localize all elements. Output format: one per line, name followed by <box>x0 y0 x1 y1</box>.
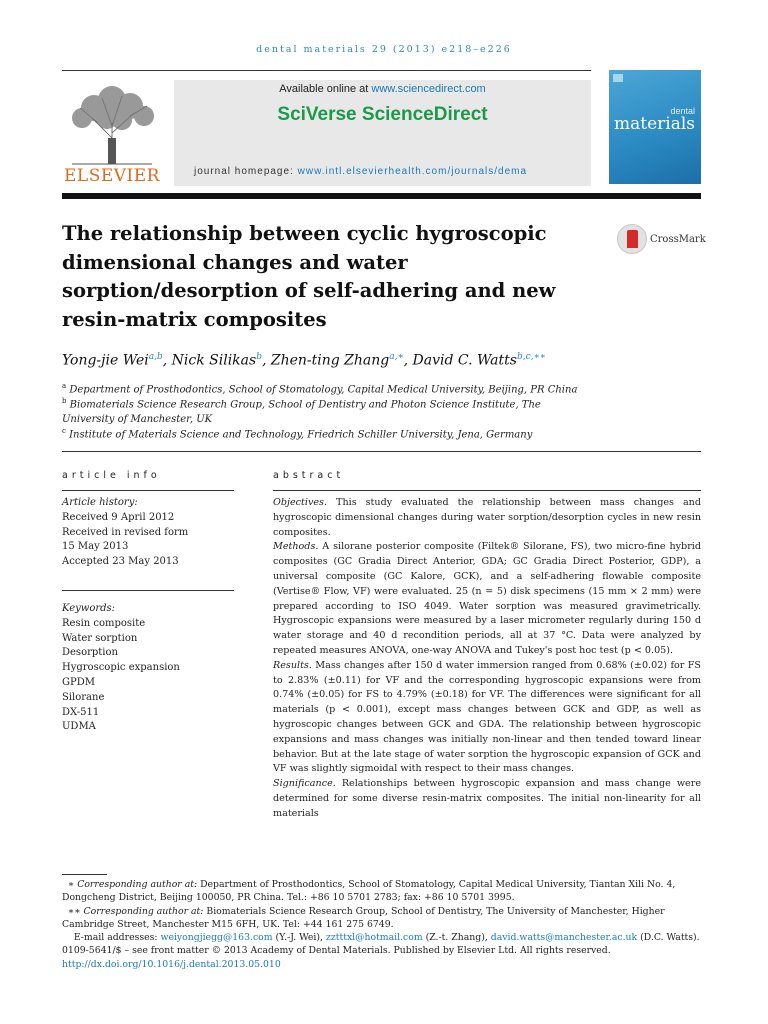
available-label: Available online at <box>279 83 372 95</box>
footnote-mark: ∗∗ <box>67 905 81 917</box>
header-rule <box>62 193 701 199</box>
email-owner: (Z.-t. Zhang), <box>422 932 491 944</box>
footnote-text: Biomaterials Science Research Group, School of Dentistry, The University of Manchester, Higher Cambridge Street, Manchester M15 6FH, UK. Tel: +44 161 275 6749. <box>62 905 665 930</box>
methods-text: A silorane posterior composite (Filtek® Silorane, FS), two micro-fine hybrid composites (GC Gradia Direct Anterior, GDA; GC Gradia Direct Posterior, GDP), a universal composite (GC Kalore, GCK), and a self-adhering flowable composite (Vertise® Flow, VF) were evaluated. 25 (n = 5) disk specimens (15 mm × 2 mm) were prepared according to ISO 4049. Water sorption was measured gravimetrically. Hygroscopic expansions were measured by a laser micrometer regularly during 150 d water storage and 40 d recondition periods, all at 37 °C. Data were analyzed by repeated measures ANOVA, one-way ANOVA and Tukey's post hoc test (p < 0.05). <box>273 541 701 656</box>
keywords <box>62 602 234 735</box>
methods-head: Methods. <box>273 541 319 553</box>
keyword-item: UDMA <box>62 721 96 733</box>
results-head: Results. <box>273 659 312 671</box>
history-item: Received 9 April 2012 <box>62 511 175 523</box>
affiliation-b <box>62 394 582 427</box>
article-info-rule <box>62 490 234 491</box>
affiliation-c <box>62 424 582 443</box>
author-affil-mark[interactable]: b <box>256 352 262 362</box>
email-label: E-mail addresses: <box>73 932 161 944</box>
affiliation-mark: c <box>62 427 66 435</box>
sciverse-logo: SciVerse ScienceDirect <box>277 104 488 125</box>
article-info-heading: article info <box>62 470 161 481</box>
abstract-heading: abstract <box>273 470 345 481</box>
author-list <box>62 352 546 369</box>
footnote-label: Corresponding author at: <box>83 905 204 917</box>
homepage-link[interactable]: www.intl.elsevierhealth.com/journals/dema <box>297 166 528 177</box>
footnote-corresponding-1 <box>62 878 702 905</box>
objectives-text: This study evaluated the relationship between mass changes and hygroscopic dimensional changes during water sorption/desorption cycles in new resin composites. <box>273 497 701 538</box>
affiliation-text: Department of Prosthodontics, School of Stomatology, Capital Medical University, Beijing, PR China <box>69 384 578 396</box>
abstract-methods <box>273 540 701 658</box>
email-owner: (Y.-J. Wei), <box>272 932 326 944</box>
elsevier-wordmark: ELSEVIER <box>64 166 160 186</box>
doi-link[interactable]: http://dx.doi.org/10.1016/j.dental.2013.05.010 <box>62 958 281 970</box>
keyword-item: Water sorption <box>62 632 138 644</box>
article-title: The relationship between cyclic hygroscopic dimensional changes and water sorption/desorption of self-adhering and new resin-matrix composites <box>62 222 556 331</box>
footnote-rule <box>62 874 107 875</box>
history-item: Received in revised form <box>62 526 189 538</box>
crossmark-icon <box>617 224 647 254</box>
top-rule <box>62 70 591 71</box>
journal-cover <box>609 70 701 184</box>
email-owner: (D.C. Watts). <box>637 932 700 944</box>
author-affil-mark[interactable]: a,∗ <box>389 352 404 362</box>
abstract-body <box>273 496 701 822</box>
objectives-head: Objectives. <box>273 497 328 508</box>
cover-tab <box>613 74 623 82</box>
author-name: Nick Silikas <box>171 352 257 369</box>
author-name: Zhen-ting Zhang <box>270 352 390 369</box>
footnote-mark: ∗ <box>67 879 75 890</box>
author-name: Yong-jie Wei <box>62 352 149 369</box>
keyword-item: DX-511 <box>62 706 100 718</box>
abstract-objectives <box>273 496 701 540</box>
keyword-item: GPDM <box>62 676 95 688</box>
affiliation-mark: b <box>62 397 67 405</box>
email-link[interactable]: david.watts@manchester.ac.uk <box>490 932 638 944</box>
article-history <box>62 496 234 570</box>
abstract-significance <box>273 777 701 821</box>
author-separator: , <box>162 352 172 369</box>
abstract-rule <box>273 490 701 491</box>
footnotes <box>62 878 702 971</box>
journal-homepage <box>194 166 527 177</box>
author-affil-mark[interactable]: a,b <box>148 352 163 362</box>
results-text: Mass changes after 150 d water immersion ranged from 0.68% (±0.02) for FS to 2.83% (±0.11) for VF and the corresponding hygroscopic expansions were from 0.74% (±0.05) for FS to 4.79% (±0.18) for VF. The differences were significant for all materials (p < 0.001), except mass changes between GCK and GDP, as well as hygroscopic changes between GCK and GDA. The relationship between hygroscopic expansions and mass changes was initially non-linear and then tended toward linear behavior. But at the late stage of water sorption the hygroscopic expansion of GCK and VF was slightly sigmoidal with respect to their mass changes. <box>273 659 701 775</box>
footnote-label: Corresponding author at: <box>77 879 198 890</box>
keyword-item: Silorane <box>62 691 105 703</box>
section-rule <box>62 451 701 452</box>
crossmark-label: CrossMark <box>650 233 706 245</box>
keyword-item: Desorption <box>62 647 118 659</box>
footnote-corresponding-2 <box>62 905 702 932</box>
keywords-rule <box>62 590 234 591</box>
available-online <box>174 83 591 95</box>
crossmark-badge[interactable] <box>617 224 706 254</box>
significance-text: Relationships between hygroscopic expansion and mass change were determined for some diverse resin-matrix composites. The initial non-linearity for all materials <box>273 778 701 819</box>
keyword-item: Hygroscopic expansion <box>62 662 180 674</box>
footnote-text: Department of Prosthodontics, School of Stomatology, Capital Medical University, Tiantan Xili No. 4, Dongcheng District, Beijing 100050, PR China. Tel.: +86 10 5701 2783; fax: +86 10 5701 3995. <box>62 879 676 904</box>
email-link[interactable]: zztttxl@hotmail.com <box>325 932 423 944</box>
author-affil-mark[interactable]: b,c,∗∗ <box>516 352 546 362</box>
keyword-item: Resin composite <box>62 617 146 629</box>
copyright-line: 0109-5641/$ – see front matter © 2013 Academy of Dental Materials. Published by Elsevier Ltd. All rights reserved. <box>62 945 611 957</box>
affiliation-mark: a <box>62 382 67 390</box>
history-item: 15 May 2013 <box>62 541 129 553</box>
running-head: dental materials 29 (2013) e218–e226 <box>256 44 512 55</box>
cover-title: materials <box>613 114 695 134</box>
affiliation-text: Institute of Materials Science and Technology, Friedrich Schiller University, Jena, Germany <box>69 429 533 441</box>
footnote-emails <box>62 931 702 944</box>
history-item: Accepted 23 May 2013 <box>62 556 179 568</box>
author-separator: , <box>403 352 413 369</box>
email-link[interactable]: weiyongjiegg@163.com <box>160 932 273 944</box>
homepage-label: journal homepage: <box>194 166 298 177</box>
history-label: Article history: <box>62 497 138 508</box>
elsevier-logo <box>62 78 162 186</box>
cover-small-text: dental <box>670 106 695 116</box>
abstract-results <box>273 659 701 777</box>
author-name: David C. Watts <box>412 352 517 369</box>
affiliation-text: Biomaterials Science Research Group, School of Dentistry and Photon Science Institute, The University of Manchester, UK <box>62 399 541 425</box>
author-separator: , <box>261 352 271 369</box>
tree-icon <box>62 78 162 166</box>
sciencedirect-link[interactable]: www.sciencedirect.com <box>371 83 486 95</box>
keywords-label: Keywords: <box>62 603 116 614</box>
significance-head: Significance. <box>273 778 336 790</box>
